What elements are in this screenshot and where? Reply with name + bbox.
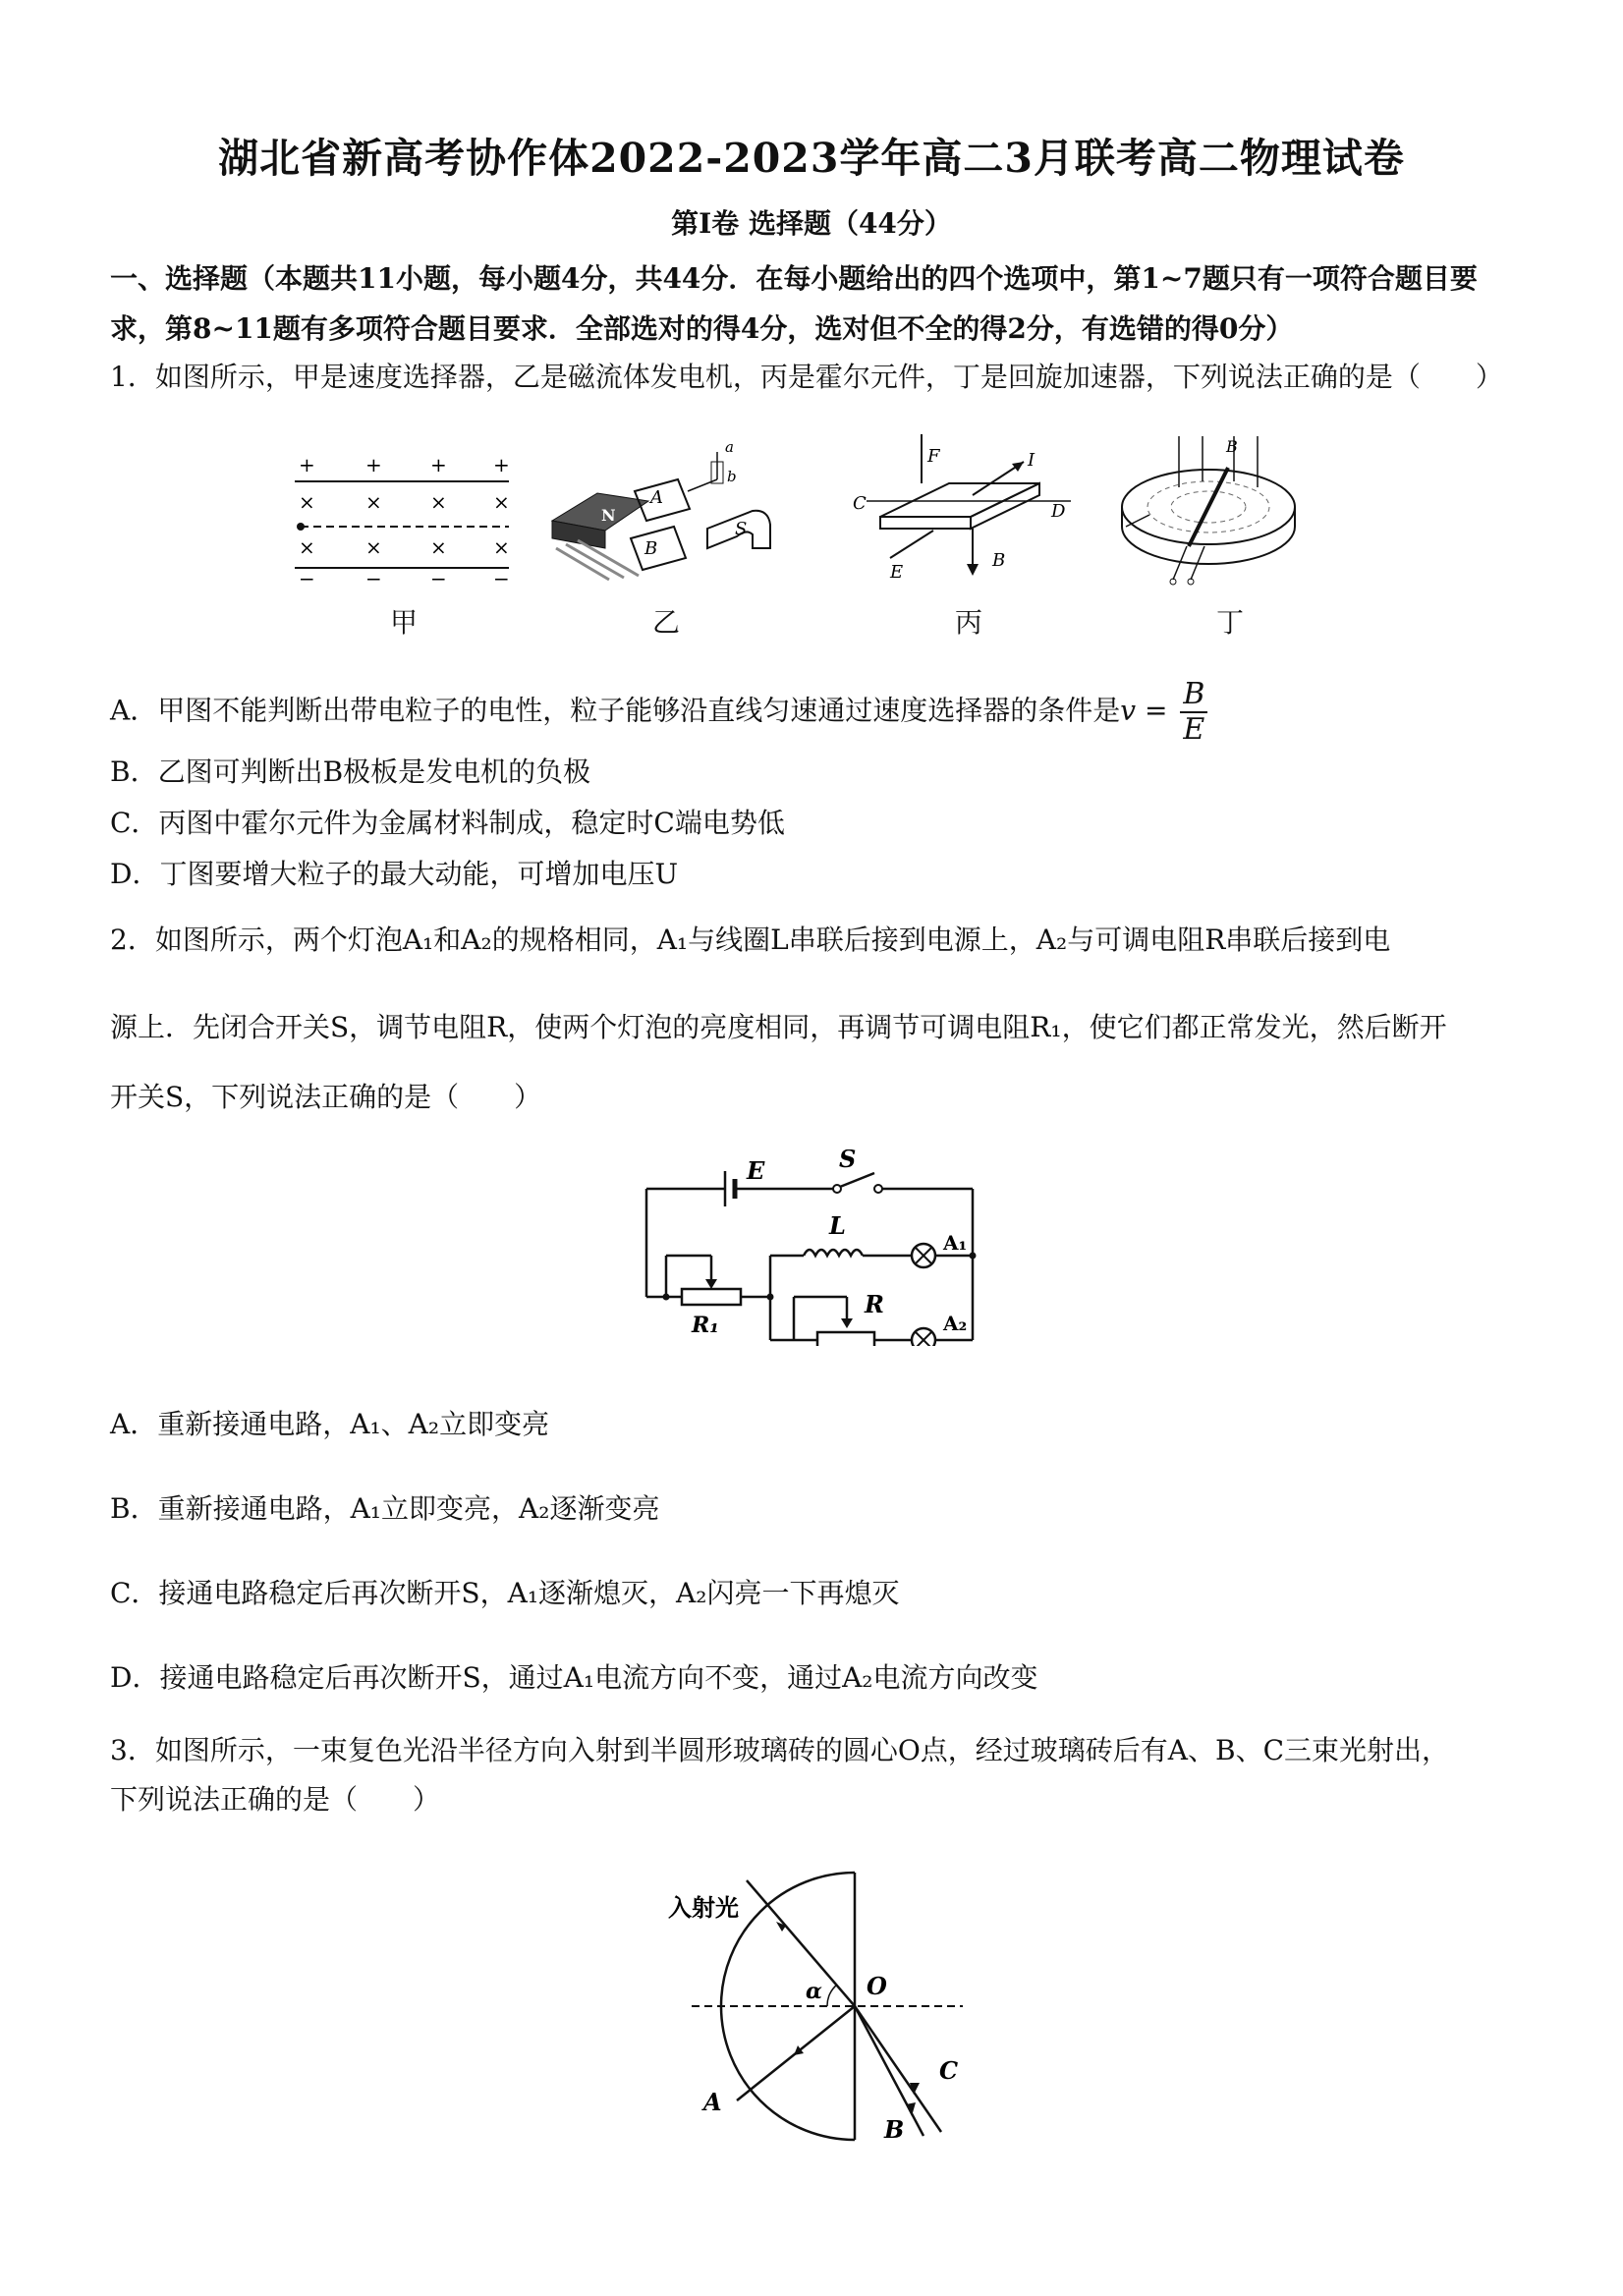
svg-text:+: + <box>365 453 382 476</box>
hall-element-diagram <box>853 434 1071 583</box>
svg-text:B: B <box>644 538 658 559</box>
svg-text:×: × <box>430 490 447 514</box>
svg-text:−: − <box>430 567 447 590</box>
figure-caption-ding: 丁 <box>1216 606 1245 639</box>
q1-figure <box>285 432 1336 609</box>
svg-text:E: E <box>890 562 904 583</box>
q2-stem-line1: 2．如图所示，两个灯泡A₁和A₂的规格相同，A₁与线圈L串联后接到电源上，A₂与可调电阻R串联后接到电 <box>110 924 1391 956</box>
svg-text:A: A <box>650 487 663 508</box>
q3-stem-line2: 下列说法正确的是（ ） <box>110 1783 441 1816</box>
svg-text:a: a <box>725 438 734 456</box>
svg-text:−: − <box>493 567 510 590</box>
section-instructions: 一、选择题（本题共11小题，每小题4分，共44分．在每小题给出的四个选项中，第1~7题只有一项符合题目要求，第8~11题有多项符合题目要求．全部选对的得4分，选对但不全的得2分，有选错的得0分） <box>110 262 1478 345</box>
q2-circuit-diagram <box>637 1149 990 1346</box>
q2-stem-line3: 开关S，下列说法正确的是（ ） <box>110 1081 542 1113</box>
svg-text:×: × <box>493 490 510 514</box>
svg-text:B: B <box>1226 437 1238 456</box>
q3-stem-line1: 3．如图所示，一束复色光沿半径方向入射到半圆形玻璃砖的圆心O点，经过玻璃砖后有A、B、C三束光射出， <box>110 1734 1449 1766</box>
q2-option-c: C．接通电路稳定后再次断开S，A₁逐渐熄灭，A₂闪亮一下再熄灭 <box>110 1577 900 1609</box>
q1-option-a <box>110 678 1525 747</box>
q2-option-a: A．重新接通电路，A₁、A₂立即变亮 <box>110 1408 550 1440</box>
svg-text:入射光: 入射光 <box>668 1893 739 1922</box>
minus-sign: − <box>299 567 315 590</box>
svg-text:E: E <box>747 1156 765 1185</box>
svg-text:×: × <box>299 535 315 559</box>
svg-text:I: I <box>1028 450 1035 471</box>
svg-text:A₂: A₂ <box>943 1312 968 1335</box>
section-heading: 第I卷 选择题（44分） <box>671 207 952 240</box>
svg-text:+: + <box>493 453 510 476</box>
velocity-symbol: v <box>1120 694 1137 727</box>
page-title: 湖北省新高考协作体2022-2023学年高二3月联考高二物理试卷 <box>218 135 1405 182</box>
svg-text:D: D <box>1051 501 1066 522</box>
q1-option-a-text: A．甲图不能判断出带电粒子的电性，粒子能够沿直线匀速通过速度选择器的条件是 <box>110 694 1121 727</box>
q2-option-b: B．重新接通电路，A₁立即变亮，A₂逐渐变亮 <box>110 1492 660 1525</box>
svg-text:×: × <box>493 535 510 559</box>
svg-text:b: b <box>727 468 737 485</box>
plus-sign: + <box>299 453 315 476</box>
q2-stem-line2: 源上．先闭合开关S，调节电阻R，使两个灯泡的亮度相同，再调节可调电阻R₁，使它们都正常发光，然后断开 <box>110 1011 1447 1043</box>
mhd-generator-diagram <box>552 438 770 580</box>
fraction-numerator: B <box>1180 678 1207 713</box>
svg-text:C: C <box>853 493 867 514</box>
fraction-denominator: E <box>1183 712 1205 747</box>
svg-text:×: × <box>430 535 447 559</box>
svg-text:B: B <box>884 2115 905 2142</box>
lamp-a2 <box>912 1328 935 1346</box>
inductor-coil <box>804 1250 863 1256</box>
q1-option-c: C．丙图中霍尔元件为金属材料制成，稳定时C端电势低 <box>110 807 785 839</box>
svg-text:R: R <box>865 1290 884 1318</box>
velocity-selector-diagram <box>295 453 510 590</box>
svg-text:B: B <box>992 550 1006 571</box>
svg-text:α: α <box>806 1979 822 2004</box>
q2-option-d: D．接通电路稳定后再次断开S，通过A₁电流方向不变，通过A₂电流方向改变 <box>110 1661 1038 1694</box>
svg-text:O: O <box>867 1972 887 2000</box>
q1-option-b: B．乙图可判断出B极板是发电机的负极 <box>110 756 591 788</box>
svg-text:×: × <box>299 490 315 514</box>
svg-text:L: L <box>829 1211 846 1240</box>
cyclotron-diagram <box>1122 436 1295 585</box>
svg-text:F: F <box>927 446 940 467</box>
incident-ray <box>747 1880 855 2006</box>
q1-stem: 1．如图所示，甲是速度选择器，乙是磁流体发电机，丙是霍尔元件，丁是回旋加速器，下列说法正确的是（ ） <box>110 361 1503 393</box>
figure-caption-yi: 乙 <box>652 606 681 639</box>
b-over-e-fraction <box>1180 678 1207 747</box>
equals-sign: = <box>1136 694 1177 727</box>
svg-text:×: × <box>365 535 382 559</box>
q3-glass-brick-diagram <box>648 1857 973 2142</box>
svg-text:R₁: R₁ <box>692 1313 719 1338</box>
q1-option-d: D．丁图要增大粒子的最大动能，可增加电压U <box>110 858 679 890</box>
svg-text:+: + <box>430 453 447 476</box>
svg-text:−: − <box>365 567 382 590</box>
svg-text:×: × <box>365 490 382 514</box>
switch-blade <box>840 1173 874 1187</box>
svg-text:N: N <box>601 506 616 525</box>
figure-caption-jia: 甲 <box>390 606 419 639</box>
svg-text:A₁: A₁ <box>943 1231 968 1255</box>
refracted-ray-c <box>855 2006 941 2132</box>
svg-text:C: C <box>939 2056 959 2085</box>
svg-text:S: S <box>735 519 748 539</box>
figure-caption-bing: 丙 <box>955 606 983 639</box>
svg-text:A: A <box>703 2088 722 2116</box>
svg-text:S: S <box>839 1149 857 1173</box>
